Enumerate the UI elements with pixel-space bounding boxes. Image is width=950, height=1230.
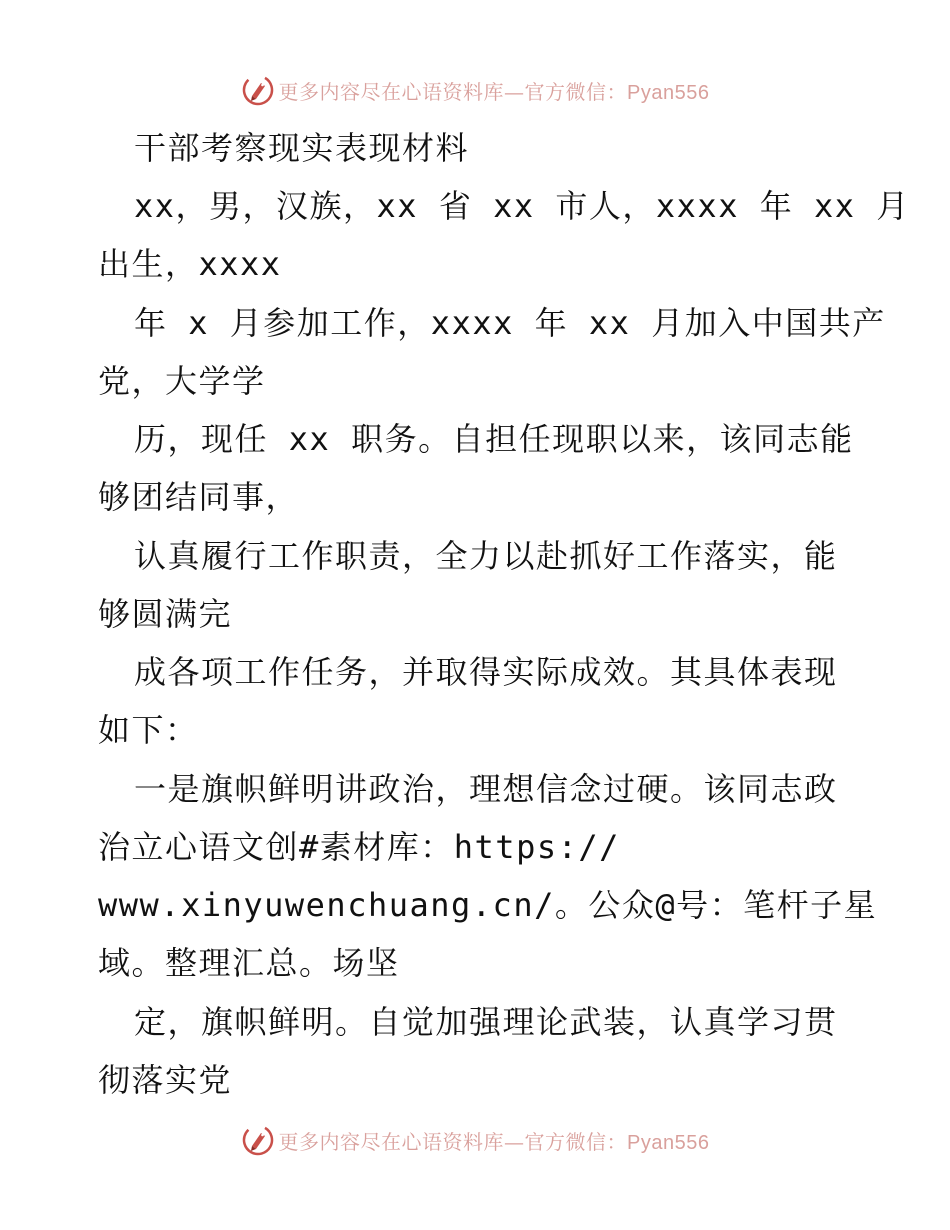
paragraph-line: 治立心语文创#素材库：https:// bbox=[98, 828, 620, 866]
paragraph-line: 成各项工作任务，并取得实际成效。其具体表现 bbox=[134, 653, 838, 691]
paragraph-line: 够圆满完 bbox=[98, 595, 233, 633]
watermark-text: 更多内容尽在心语资料库—官方微信：Pyan556 bbox=[278, 1129, 710, 1154]
paragraph-line: 彻落实党 bbox=[98, 1061, 233, 1099]
paragraph-line: www.xinyuwenchuang.cn/。公众@号：笔杆子星 bbox=[98, 886, 878, 924]
paragraph-line: 如下： bbox=[98, 711, 199, 749]
paragraph-line: 认真履行工作职责，全力以赴抓好工作落实，能 bbox=[134, 537, 838, 575]
watermark-text: 更多内容尽在心语资料库—官方微信：Pyan556 bbox=[278, 79, 710, 104]
paragraph-line: 历，现任 xx 职务。自担任现职以来，该同志能 bbox=[134, 420, 854, 458]
paragraph-line: 定，旗帜鲜明。自觉加强理论武装，认真学习贯 bbox=[134, 1003, 838, 1041]
document-title: 干部考察现实表现材料 bbox=[134, 129, 470, 167]
watermark-banner-bottom bbox=[0, 1120, 950, 1160]
pen-nib-logo-icon bbox=[241, 1123, 275, 1157]
paragraph-line: xx，男，汉族，xx 省 xx 市人，xxxx 年 xx 月 bbox=[134, 187, 910, 225]
paragraph-line: 党，大学学 bbox=[98, 362, 266, 400]
paragraph-line: 一是旗帜鲜明讲政治，理想信念过硬。该同志政 bbox=[134, 770, 838, 808]
paragraph-line: 够团结同事， bbox=[98, 478, 300, 516]
paragraph-line: 年 x 月参加工作，xxxx 年 xx 月加入中国共产 bbox=[134, 304, 886, 342]
paragraph-line: 域。整理汇总。场坚 bbox=[98, 944, 400, 982]
paragraph-line: 出生，xxxx bbox=[98, 245, 282, 283]
